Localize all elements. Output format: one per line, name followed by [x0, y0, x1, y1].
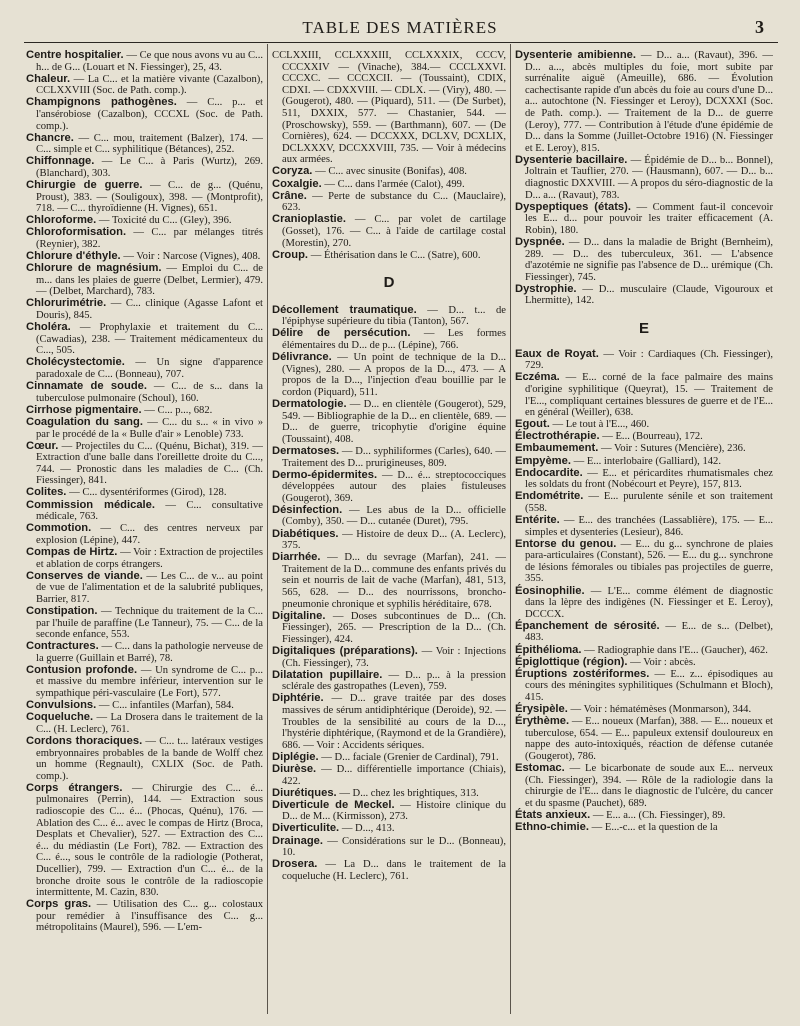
- entry-headword: Coryza.: [272, 165, 313, 178]
- entry-headword: Corps gras.: [26, 898, 92, 911]
- entry-references: — E... a... (Ch. Fiessinger), 89.: [592, 809, 726, 821]
- entry-references: — Emploi du C... de m... dans les plaies de guerre (Delbet, Lermier), 479. — (Delbet, Marchard), 783.: [36, 263, 263, 298]
- entry-references: — La D... dans le traitement de la coqueluche (H. Leclerc), 761.: [282, 859, 506, 882]
- entry-references: — D... en clientèle (Gougerot), 529, 549. — Bibliographie de la D... en clientèle, 689. — D... de guerre, tricophytie d'origine équine (Toussaint), 408.: [282, 399, 506, 445]
- entry-references: — E... z... épisodiques au cours des méningites syphilitiques (Schulmann et Bloch), 415.: [525, 668, 773, 703]
- index-entry: [26, 712, 263, 735]
- entry-headword: Cranioplastie.: [272, 213, 346, 226]
- entry-references: — Voir : Extraction de projectiles et ablation de corps étrangers.: [36, 546, 263, 570]
- entry-references: — C... par mélanges titrés (Reynier), 382.: [36, 227, 263, 250]
- index-entry: [272, 250, 506, 262]
- entry-headword: Constipation.: [26, 604, 98, 617]
- index-group-d-cont: [515, 50, 773, 307]
- index-column-3: [515, 50, 773, 1016]
- index-entry: [26, 547, 263, 570]
- entry-headword: Diurèse.: [272, 762, 317, 775]
- entry-headword: Coagulation du sang.: [26, 415, 143, 428]
- entry-headword: Entorse du genou.: [515, 537, 617, 550]
- index-entry: [26, 899, 263, 934]
- entry-references: — C... t... latéraux vestiges embryonnaires probables de la bande de Wolff chez un homme (Regnault), CXLIX (Soc. de Path. comp.).: [36, 735, 263, 782]
- entry-references: — D... musculaire (Claude, Vigouroux et Lhermitte), 142.: [525, 283, 773, 307]
- entry-headword: Désinfection.: [272, 503, 343, 516]
- entry-headword: Coxalgie.: [272, 177, 322, 190]
- entry-headword: Cordons thoraciques.: [26, 734, 143, 747]
- index-entry: [26, 441, 263, 487]
- column-divider: [267, 44, 268, 1014]
- entry-headword: Diabétiques.: [272, 527, 339, 540]
- entry-references: — D... faciale (Grenier de Cardinal), 791.: [321, 751, 499, 763]
- entry-headword: Champignons pathogènes.: [26, 96, 177, 109]
- entry-headword: Digitaliques (préparations).: [272, 645, 418, 657]
- index-entry: [272, 859, 506, 882]
- entry-headword: Diplégie.: [272, 750, 319, 763]
- entry-references: — Le bicarbonate de soude aux E... nerveux (Ch. Fiessinger), 394. — Rôle de la radiologie dans la chirurgie de l'E... dans le diagnostic de l'ulcère, du cancer et du spasme (Pauchet), 689.: [525, 762, 773, 809]
- entry-headword: Commotion.: [26, 522, 92, 535]
- entry-headword: Commission médicale.: [26, 498, 155, 511]
- index-entry: [272, 328, 506, 351]
- index-entry: [515, 539, 773, 585]
- index-entry: [272, 800, 506, 823]
- entry-headword: Dyspnée.: [515, 236, 565, 248]
- entry-references: — La C... et la matière vivante (Cazalbon), CCLXXVIII (Soc. de Path. comp.).: [36, 73, 263, 97]
- entry-headword: Convulsions.: [26, 699, 97, 712]
- entry-references: — D..., 413.: [341, 823, 395, 835]
- entry-references: — D... p... à la pression sclérale des gastropathes (Leven), 759.: [282, 669, 506, 693]
- section-letter-d: D: [383, 274, 395, 292]
- entry-references: — Toxicité du C... (Gley), 396.: [98, 215, 232, 227]
- index-entry: [515, 155, 773, 201]
- entry-references: — D... grave traitée par des doses massives de sérum antidiphtérique (Deroide), 92. — Troubles de la sensibilité au cours de la D..., l'hystérie diphtérique, (Raymond et de la Grandière), 686. — Voir : Accidents sériques.: [282, 693, 506, 751]
- index-entry: [515, 237, 773, 283]
- entry-references: — E...-c... et la question de la: [591, 821, 718, 833]
- entry-headword: Colites.: [26, 486, 67, 499]
- index-entry: [272, 179, 506, 191]
- index-entry: [272, 166, 506, 178]
- entry-headword: Dysenterie amibienne.: [515, 50, 636, 61]
- entry-headword: Cholécystectomie.: [26, 356, 125, 369]
- index-entry: [272, 552, 506, 610]
- index-entry: [515, 491, 773, 514]
- entry-references: — E... interlobaire (Galliard), 142.: [573, 455, 722, 467]
- entry-references: — C... dans la pathologie nerveuse de la guerre (Guillain et Barré), 78.: [36, 641, 263, 664]
- index-entry: [26, 251, 263, 263]
- entry-references: — E... et péricardites rhumatismales chez les soldats du front (Nobécourt et Peyre), 157, 813.: [525, 467, 773, 491]
- entry-references: — C... p..., 682.: [144, 404, 213, 416]
- section-letter-e: E: [638, 320, 649, 338]
- entry-references: — D... chez les brightiques, 313.: [339, 787, 479, 799]
- page-title: TABLE DES MATIÈRES: [302, 18, 498, 37]
- entry-headword: Épiglottique (région).: [515, 655, 628, 668]
- index-entry: [515, 443, 773, 455]
- entry-references: — Voir : Cardiaques (Ch. Fiessinger), 729.: [525, 348, 773, 372]
- entry-references: — Perte de substance du C... (Mauclaire), 623.: [282, 190, 506, 214]
- index-entry: [26, 783, 263, 899]
- entry-headword: Chloroforme.: [26, 214, 97, 227]
- index-entry: [272, 646, 506, 669]
- entry-references: — C... infantiles (Marfan), 584.: [98, 700, 234, 712]
- index-entry: [515, 456, 773, 468]
- index-entry: [26, 133, 263, 156]
- entry-references: — Histoire de deux D... (A. Leclerc), 375.: [282, 528, 506, 552]
- index-entry: [272, 836, 506, 859]
- entry-headword: Eczéma.: [515, 371, 560, 384]
- entry-headword: Corps étrangers.: [26, 781, 123, 794]
- entry-headword: Dystrophie.: [515, 282, 577, 295]
- entry-headword: Éruptions zostériformes.: [515, 667, 650, 680]
- entry-references: — Doses subcontinues de D... (Ch. Fiessinger), 265. — Prescription de la D... (Ch. Fiessinger), 424.: [282, 610, 506, 645]
- entry-references: — Chirurgie des C... é... pulmonaires (Perrin), 144. — Extraction sous radioscopie des C... é... (Phocas, Quénu), 176. — Ablation des C... é... avec le compas de Hirtz (Broca, Desplats et Chevalier), 527. — Extraction des C... é... du médiastin (Le Fort), 782. — Extraction des C... é..., sous le contrôle de la radiologie (Potherat, Ducellier), 799. — Extraction d'un C... é... de la bronche droite sous le contrôle de la radioscopie intermittente, M. Cazin, 830.: [36, 782, 263, 899]
- entry-headword: Estomac.: [515, 761, 565, 774]
- entry-references: — E... du g... synchrone de plaies para-articulaires (Constant), 526. — E... du g... synchrone de lésions fémorales ou tibiales pas projectiles de guerre, 355.: [525, 538, 773, 585]
- entry-references: — Un syndrome de C... p... et massive du membre inférieur, intervention sur le sympathique péri-vasculaire (Le Fort), 577.: [36, 664, 263, 700]
- entry-headword: Drainage.: [272, 834, 323, 847]
- entry-headword: Éosinophilie.: [515, 584, 585, 597]
- entry-headword: Électrothérapie.: [515, 430, 600, 443]
- entry-references: — E... des tranchées (Lassablière), 175. — E... simples et dysenteries (Lesieur), 846.: [525, 514, 773, 538]
- index-entry: [515, 763, 773, 809]
- entry-references: — Les C... de v... au point de vue de l'alimentation et de la salubrité publiques, Barrier, 817.: [36, 570, 263, 605]
- entry-references: — C... de s... dans la tuberculose pulmonaire (Schoul), 160.: [36, 381, 263, 404]
- entry-headword: Décollement traumatique.: [272, 303, 417, 316]
- index-entry: [515, 669, 773, 704]
- entry-references: — Voir : Narcose (Vignes), 408.: [123, 251, 261, 263]
- entry-headword: Empyème.: [515, 454, 571, 467]
- index-entry: [26, 381, 263, 404]
- entry-references: — D... dans la maladie de Bright (Bernheim), 289. — D... des tuberculeux, 361. — L'absence d'azotémie ne signifie pas l'absence de D... urémique (Ch. Fiessinger), 745.: [525, 237, 773, 283]
- entry-headword: Cœur.: [26, 439, 59, 452]
- index-entry: [272, 823, 506, 835]
- entry-references: — E... corné de la face palmaire des mains d'origine syphilitique (Queyrat), 15. — Traitement de l'E..., compliquant certaines blessures de guerre et de l'E... en général (Weiller), 638.: [525, 372, 773, 419]
- entry-references: — Radiographie dans l'E... (Gaucher), 462.: [584, 644, 768, 656]
- index-column-1: [26, 50, 263, 1016]
- index-entry: [26, 322, 263, 357]
- entry-headword: Centre hospitalier.: [26, 50, 124, 61]
- entry-references: — Voir : Injections (Ch. Fiessinger), 73.: [282, 646, 506, 669]
- entry-references: — Prophylaxie et traitement du C... (Cawadias), 238. — Traitement médicamenteux du C..., 505.: [36, 322, 263, 357]
- entry-references: — E... purulente sénile et son traitement (558.: [525, 491, 773, 514]
- index-entry: [272, 505, 506, 528]
- index-entry: [26, 487, 263, 499]
- index-entry: [272, 191, 506, 214]
- index-entry: [26, 606, 263, 641]
- index-entry: [272, 399, 506, 445]
- entry-headword: Dilatation pupillaire.: [272, 668, 383, 681]
- entry-references: — C... de g... (Quénu, Proust), 383. — (Souligoux), 398. — (Montprofit), 718. — C... thyroïdienne (H. Vignes), 651.: [36, 180, 263, 215]
- index-entry: [26, 700, 263, 712]
- page-number: 3: [755, 17, 764, 37]
- index-entry: [515, 50, 773, 154]
- entry-headword: Endocardite.: [515, 466, 583, 479]
- index-group-d: [272, 305, 506, 883]
- index-entry: [515, 284, 773, 307]
- index-entry: [26, 215, 263, 227]
- index-entry: [26, 641, 263, 664]
- entry-references: — D... t... de l'épiphyse supérieure du tibia (Tanton), 567.: [282, 304, 506, 328]
- entry-references: — Utilisation des C... g... colostaux pour remédier à l'insuffisance des C... g... métropolitains (Maurel), 596. — L'em-: [36, 899, 263, 934]
- index-entry: [515, 586, 773, 621]
- entry-references: — Histoire clinique du D... de M... (Kirmisson), 273.: [282, 799, 506, 823]
- index-entry: [272, 470, 506, 505]
- entry-references: — C... dysentériformes (Girod), 128.: [69, 487, 227, 499]
- entry-headword: Dermo-épidermites.: [272, 468, 378, 481]
- entry-references: — Voir : Sutures (Mencière), 236.: [600, 443, 746, 455]
- column-divider: [510, 44, 511, 1014]
- entry-references: — Considérations sur le D... (Bonneau), 10.: [282, 835, 506, 859]
- entry-headword: Dysenterie bacillaire.: [515, 153, 628, 166]
- entry-references: — L'E... comme élément de diagnostic dans la lèpre des indigènes (N. Fiessinger et E. Leroy), DCCCX.: [525, 585, 773, 620]
- index-entry: [26, 665, 263, 700]
- index-entry: [26, 156, 263, 179]
- entry-headword: Épanchement de sérosité.: [515, 619, 660, 632]
- entry-headword: Épithélioma.: [515, 643, 582, 656]
- entry-references: — Ce que nous avons vu au C... h... de G... (Louart et N. Fiessinger), 25, 43.: [36, 50, 263, 73]
- index-entry: [272, 305, 506, 328]
- index-entry: [272, 611, 506, 646]
- index-entry: [515, 349, 773, 372]
- index-entry: [272, 752, 506, 764]
- entry-headword: Délivrance.: [272, 351, 332, 364]
- index-group-e: [515, 349, 773, 834]
- entry-headword: Digitaline.: [272, 609, 326, 622]
- index-entry: [515, 810, 773, 822]
- entry-references: — E... (Bourreau), 172.: [602, 431, 703, 443]
- index-column-2: [272, 50, 506, 1016]
- running-header: [0, 0, 800, 44]
- entry-references: — C... par volet de cartilage (Gosset), 176. — C... à l'aide de cartilage costal (Morestin), 270.: [282, 214, 506, 249]
- entry-headword: Contusion profonde.: [26, 663, 138, 676]
- entry-headword: Chirurgie de guerre.: [26, 179, 143, 192]
- entry-references: — D... différentielle importance (Chiais), 422.: [282, 763, 506, 787]
- index-entry: [26, 50, 263, 73]
- index-entry: [272, 764, 506, 787]
- entry-references: — La Drosera dans le traitement de la C... (H. Leclerc), 761.: [36, 712, 263, 735]
- entry-references: — Un signe d'apparence paradoxale de C... (Bonneau), 707.: [36, 357, 263, 381]
- index-entry: [272, 446, 506, 469]
- entry-headword: Contractures.: [26, 640, 99, 653]
- entry-references: — Voir : abcès.: [630, 656, 696, 668]
- entry-references: — Épidémie de D... b... Bonnel), Joltrain et Tauflier, 270. — (Hausmann), 607. — D... b... diagnostic DXXVIII. — A propos du séro-diagnostic de la D... a... (Ravaut), 783.: [525, 154, 773, 201]
- entry-headword: Diarrhée.: [272, 551, 321, 564]
- entry-references: — D... a... (Ravaut), 396. — D... a..., abcès multiples du foie, mort subite par surrénalite aiguë (Ameuille), 686. — Évolution cachectisante rapide d'un abcès du foie au cours d'une D... a... autochtone (N. Fiessinger et Leroy), DCXXXI (Soc. de Path. comp.). — Traitement de la D... de guerre (Leroy), 777. — Contribution à l'étude d'une épidémie de D... dans la Somme (Juillet-Octobre 1916) (N. Fiessinger et E. Leroy), 815.: [525, 50, 773, 154]
- index-entry: [515, 822, 773, 834]
- index-entry: [26, 357, 263, 380]
- entry-headword: Crâne.: [272, 189, 307, 202]
- entry-references: — Projectiles du C... (Quénu, Bichat), 319. — Extraction d'une balle dans l'oreillette droite du C..., 744. — Pronostic dans les maladies de C... (Ch. Fiessinger), 841.: [36, 440, 263, 487]
- index-entry: [26, 500, 263, 523]
- entry-references: — C... clinique (Agasse Lafont et Douris), 845.: [36, 298, 263, 322]
- index-entry: [26, 97, 263, 132]
- entry-references: — D... é... streptococciques développées autour des plaies fistuleuses (Gougerot), 369.: [282, 469, 506, 504]
- entry-references: — Technique du traitement de la C... par l'huile de paraffine (Le Tanneur), 75. — C... de la seconde enfance, 553.: [36, 605, 263, 641]
- entry-references: — Les abus de la D... officielle (Comby), 350. — D... cutanée (Duret), 795.: [282, 504, 506, 528]
- index-entry: [26, 417, 263, 440]
- index-entry: [26, 571, 263, 606]
- entry-headword: Compas de Hirtz.: [26, 545, 118, 558]
- entry-headword: Chlorure d'éthyle.: [26, 250, 121, 263]
- entry-references: — C... consultative médicale, 763.: [36, 499, 263, 523]
- entry-headword: Érythème.: [515, 715, 570, 728]
- index-entry: [26, 298, 263, 321]
- entry-references: — Éthérisation dans le C... (Satre), 600.: [310, 249, 481, 261]
- entry-references: — D... du sevrage (Marfan), 241. — Traitement de la D... commune des enfants privés du sein et nourris de lait de vache (Marfan), 481, 513, 565, 628. — D... des nourrissons, broncho-pneumonie chronique et syphilis héréditaire, 678.: [282, 552, 506, 610]
- entry-headword: Dermatoses.: [272, 444, 340, 457]
- entry-headword: Croup.: [272, 248, 309, 261]
- entry-references: — Le tout à l'E..., 460.: [552, 419, 650, 431]
- entry-references: — C... mou, traitement (Balzer), 174. — C... simple et C... syphilitique (Bétances), 252.: [36, 132, 263, 156]
- entry-headword: Ethno-chimie.: [515, 820, 589, 833]
- index-entry: [515, 372, 773, 418]
- index-entry: [26, 227, 263, 250]
- index-entry: [272, 529, 506, 552]
- index-entry: [515, 645, 773, 657]
- entry-headword: Chloroformisation.: [26, 226, 127, 239]
- entry-references: — C... p... et l'ansérobiose (Cazalbon), CCCXL (Soc. de Path. comp.).: [36, 97, 263, 132]
- entry-references: — C... avec sinusite (Bonifas), 408.: [315, 166, 467, 178]
- header-rule: [24, 42, 778, 43]
- index-entry: [515, 515, 773, 538]
- entry-headword: Egout.: [515, 418, 550, 431]
- entry-headword: Chlorurimétrie.: [26, 297, 107, 310]
- entry-headword: Embaumement.: [515, 442, 599, 455]
- index-entry: [272, 788, 506, 800]
- index-entry: [515, 202, 773, 237]
- index-entry: [272, 693, 506, 751]
- entry-headword: Chlorure de magnésium.: [26, 262, 162, 275]
- index-entry: [26, 74, 263, 97]
- entry-headword: Cinnamate de soude.: [26, 380, 147, 393]
- index-entry: [515, 657, 773, 669]
- entry-headword: États anxieux.: [515, 808, 591, 821]
- entry-headword: Coqueluche.: [26, 711, 94, 724]
- index-entry: [272, 214, 506, 249]
- entry-references: — Voir : hématémèses (Monmarson), 344.: [570, 703, 752, 715]
- entry-headword: Choléra.: [26, 321, 71, 334]
- entry-headword: Drosera.: [272, 858, 318, 871]
- index-entry: [515, 704, 773, 716]
- entry-references: — Les formes élémentaires du D... de p... (Lépine), 766.: [282, 328, 506, 352]
- entry-headword: Diurétiques.: [272, 786, 337, 799]
- entry-headword: Érysipèle.: [515, 702, 568, 715]
- index-entry: [26, 523, 263, 546]
- index-entry: [515, 431, 773, 443]
- index-entry: [26, 736, 263, 782]
- entry-headword: Diverticule de Meckel.: [272, 798, 395, 811]
- entry-headword: Chancre.: [26, 131, 74, 144]
- index-entry: [26, 180, 263, 215]
- index-entry: [272, 352, 506, 398]
- entry-headword: Dyspeptiques (états).: [515, 200, 631, 213]
- entry-headword: Dermatologie.: [272, 398, 347, 411]
- index-group-c: [272, 166, 506, 261]
- index-entry: [515, 716, 773, 762]
- index-entry: [26, 263, 263, 298]
- entry-references: — C... dans l'armée (Calot), 499.: [324, 178, 465, 190]
- entry-headword: Chaleur.: [26, 72, 71, 85]
- index-entry: [515, 468, 773, 491]
- entry-headword: Diphtérie.: [272, 692, 324, 705]
- entry-references: — Le C... à Paris (Wurtz), 269. (Blanchard), 303.: [36, 156, 263, 179]
- entry-headword: Conserves de viande.: [26, 569, 143, 582]
- entry-references: — E... noueux (Marfan), 388. — E... noueux et tuberculose, 654. — E... papuleux extensif douloureux en nappe des auto-intoxiqués, réaction de défense cutanée (Gougerot), 786.: [525, 716, 773, 762]
- entry-references: — Un point de technique de la D... (Vignes), 280. — A propos de la D..., 473. — A propos de la D..., l'injection d'eau bouillie par le cordon (Piquard), 511.: [282, 352, 506, 398]
- index-entry: [272, 670, 506, 693]
- entry-references: — C... des centres nerveux par explosion (Lépine), 447.: [36, 523, 263, 546]
- entry-headword: Eaux de Royat.: [515, 347, 599, 360]
- entry-references: — E... de s... (Delbet), 483.: [525, 620, 773, 644]
- entry-headword: Chiffonnage.: [26, 155, 95, 168]
- entry-headword: Endométrite.: [515, 490, 584, 503]
- index-entry: [26, 405, 263, 417]
- entry-headword: Délire de persécution.: [272, 327, 411, 340]
- entry-references: — Comment faut-il concevoir les E... d... pour pouvoir les traiter efficacement (A. Robin), 180.: [525, 201, 773, 236]
- entry-references: — C... du s... « in vivo » par le procédé de la « Bulle d'air » Lenoble) 733.: [36, 416, 263, 440]
- index-entry: [515, 621, 773, 644]
- entry-headword: Cirrhose pigmentaire.: [26, 403, 142, 416]
- entry-references: — D... syphiliformes (Carles), 640. — Traitement des D... prurigineuses, 809.: [282, 445, 506, 469]
- entry-headword: Diverticulite.: [272, 822, 340, 835]
- index-continuation: CCLXXIII, CCLXXXIII, CCLXXXIX, CCCV, CCCXXIV — (Vinache), 384.— CCCLXXVI. CCCXC. — CCCXCII. — (Toussaint), CDIX, CDXI. — CDXXVIII. — CDLX. — (Viry), 480. — (Gougerot), 480. — (Piquard), 511. — (De Surbet), 511, DXXIX, 577. — Chastanier, 544. — (Proschowsky), 559. — (Barthmann), 607. — (De Cornières), 624. — DCCXXX, DCLXV, DCXLIX, DCLXXXV, DCCXXVIII, 735. — Voir à médecins aux armées.: [272, 50, 506, 166]
- entry-headword: Entérite.: [515, 513, 560, 526]
